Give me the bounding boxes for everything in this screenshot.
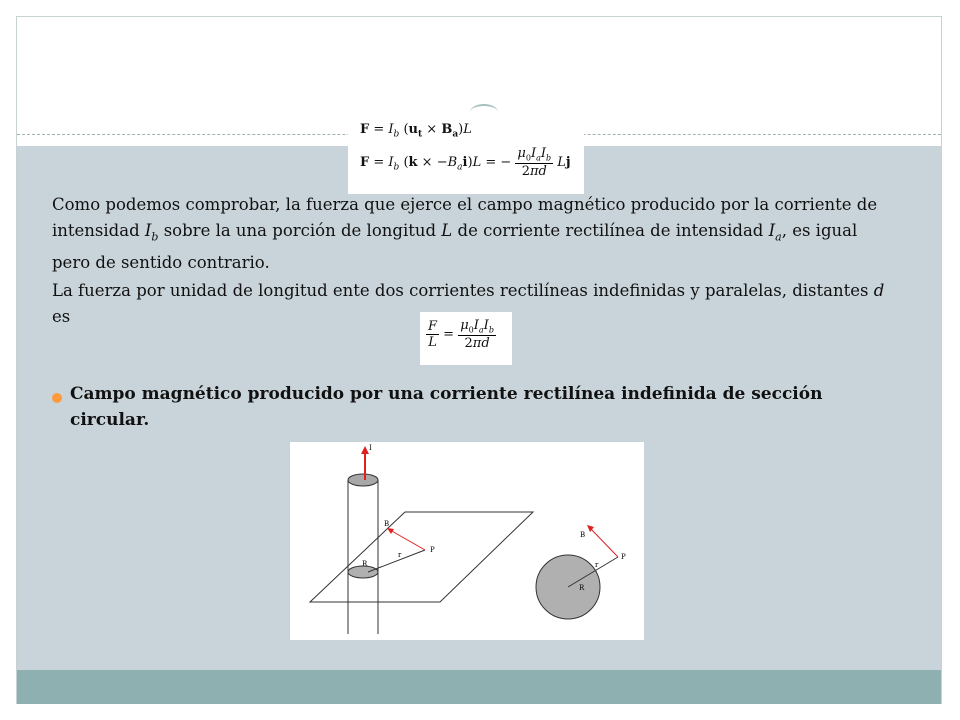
current-label: I xyxy=(369,444,372,452)
field-arrow-left-head xyxy=(387,528,394,534)
point-label-right: P xyxy=(621,553,626,561)
figure-svg xyxy=(290,442,644,640)
radius-label-left: r xyxy=(398,551,402,559)
cylinder-top-disc xyxy=(348,474,378,486)
bullet-heading: Campo magnético producido por una corriente rectilínea indefinida de sección circular. xyxy=(70,384,823,430)
field-arrow-left xyxy=(390,530,425,550)
field-arrow-right xyxy=(590,528,618,557)
point-label-left: P xyxy=(430,546,435,554)
plane-outline xyxy=(310,512,533,602)
bullet-marker xyxy=(52,393,62,403)
big-r-label-left: R xyxy=(362,560,368,568)
field-label-left: B xyxy=(384,520,390,528)
radius-line-left xyxy=(368,550,425,572)
equation-force-per-length: $\frac{F}{L}$ = $\frac{\mu_0I_aI_b}{2\pi d}$ xyxy=(420,312,512,365)
magnetic-field-figure xyxy=(290,442,644,640)
footer-band xyxy=(17,670,941,704)
equation-force-1: $F = I_b$ $(u_t \times B_a)L$ xyxy=(360,122,472,140)
equation-force-2: $F = I_b$ $(k \times -B_ai)L$ = − $\frac{\mu_0I_aI_b}{2\pi d}$ Lj xyxy=(360,146,571,179)
paragraph-force-per-length: La fuerza por unidad de longitud ente dos corrientes rectilíneas indefinidas y paralelas, distantes d es xyxy=(52,281,885,326)
equation-box-top xyxy=(348,116,584,194)
field-label-right: B xyxy=(580,531,586,539)
paragraph-comparison: Como podemos comprobar, la fuerza que ejerce el campo magnético producido por la corriente de intensidad $I_b$ sobre la una porción de longitud L de corriente rectilínea de intensidad $I_a$, es igual pero de sentido contrario. xyxy=(52,195,878,273)
big-r-label-right: R xyxy=(579,584,585,592)
current-arrow-head xyxy=(361,446,369,454)
radius-label-right: r xyxy=(595,561,599,569)
